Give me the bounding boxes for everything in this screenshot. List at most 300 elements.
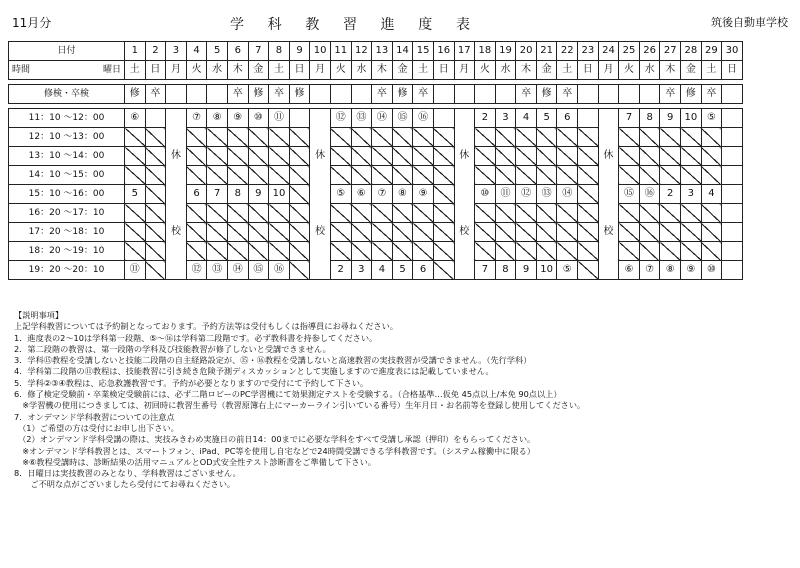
- slashed-cell: [536, 242, 557, 261]
- slashed-cell: [433, 166, 454, 185]
- holiday-mark: 休: [310, 147, 331, 166]
- check-mark: 卒: [660, 85, 681, 104]
- slashed-cell: [227, 147, 248, 166]
- holiday-cell: [166, 185, 187, 204]
- slashed-cell: [557, 242, 578, 261]
- lesson-number: 6: [413, 261, 434, 280]
- slashed-cell: [475, 147, 496, 166]
- lesson-number: 7: [475, 261, 496, 280]
- time-slot-row: [9, 109, 743, 128]
- lesson-number: ⑩: [701, 261, 722, 280]
- note-line: 1．進度表の2～10は学科第一段階、⑤～⑯は学科第二段階です。必ず教科書を持参してください。: [14, 332, 378, 343]
- lesson-number: [722, 128, 743, 147]
- day-number: 5: [207, 42, 228, 61]
- slashed-cell: [516, 166, 537, 185]
- weekday: 日: [289, 61, 310, 80]
- day-number: 28: [681, 42, 702, 61]
- check-mark: 卒: [413, 85, 434, 104]
- weekday: 月: [598, 61, 619, 80]
- slashed-cell: [578, 128, 599, 147]
- slashed-cell: [681, 223, 702, 242]
- time-weekday-label: [9, 61, 125, 80]
- time-slot-row: [9, 166, 743, 185]
- note-line: ※学習機の使用につきましては、初回時に教習生番号（教習原簿右上にマーカーライン引いている番号）生年月日・お名前等を登録し使用してください。: [14, 400, 586, 411]
- slashed-cell: [681, 242, 702, 261]
- slashed-cell: [660, 147, 681, 166]
- check-mark: 修: [248, 85, 269, 104]
- slashed-cell: [289, 185, 310, 204]
- day-number: 30: [722, 42, 743, 61]
- lesson-number: [722, 185, 743, 204]
- slashed-cell: [269, 204, 290, 223]
- holiday-cell: [454, 261, 475, 280]
- slashed-cell: [186, 147, 207, 166]
- lesson-number: [722, 223, 743, 242]
- lesson-number: [722, 204, 743, 223]
- slashed-cell: [392, 223, 413, 242]
- slashed-cell: [701, 166, 722, 185]
- lesson-number: ⑩: [475, 185, 496, 204]
- check-mark: 修: [289, 85, 310, 104]
- slashed-cell: [413, 128, 434, 147]
- check-mark: [619, 85, 640, 104]
- note-line: ※オンデマンド学科教習とは、スマートフォン、iPad、PC等を使用し自宅などで24時間受講できる学科教習です。（システム稼働中に限る）: [14, 445, 536, 456]
- holiday-mark: 校: [310, 223, 331, 242]
- slashed-cell: [681, 204, 702, 223]
- slashed-cell: [289, 147, 310, 166]
- weekday: 木: [227, 61, 248, 80]
- slashed-cell: [351, 166, 372, 185]
- check-mark: 卒: [372, 85, 393, 104]
- holiday-cell: [454, 166, 475, 185]
- holiday-cell: [166, 204, 187, 223]
- day-number: 13: [372, 42, 393, 61]
- slashed-cell: [372, 242, 393, 261]
- check-mark: 卒: [227, 85, 248, 104]
- lesson-number: ⑬: [207, 261, 228, 280]
- day-number: 24: [598, 42, 619, 61]
- slashed-cell: [269, 147, 290, 166]
- check-mark: [639, 85, 660, 104]
- time-slot: 18：20 ～19：10: [9, 242, 125, 261]
- lesson-number: 3: [351, 261, 372, 280]
- slashed-cell: [186, 242, 207, 261]
- lesson-number: ⑧: [392, 185, 413, 204]
- holiday-cell: [454, 128, 475, 147]
- slashed-cell: [475, 223, 496, 242]
- day-number: 17: [454, 42, 475, 61]
- day-number: 15: [413, 42, 434, 61]
- holiday-cell: [454, 242, 475, 261]
- slashed-cell: [227, 204, 248, 223]
- slashed-cell: [516, 223, 537, 242]
- check-label: 修検・卒検: [9, 85, 125, 104]
- lesson-number: 7: [207, 185, 228, 204]
- lesson-number: [145, 109, 166, 128]
- slashed-cell: [495, 128, 516, 147]
- slashed-cell: [207, 242, 228, 261]
- slashed-cell: [145, 223, 166, 242]
- slashed-cell: [433, 147, 454, 166]
- slashed-cell: [227, 242, 248, 261]
- slashed-cell: [433, 242, 454, 261]
- lesson-number: ⑫: [516, 185, 537, 204]
- holiday-mark: 休: [598, 147, 619, 166]
- slashed-cell: [578, 147, 599, 166]
- lesson-number: 4: [372, 261, 393, 280]
- slashed-cell: [125, 128, 146, 147]
- note-line: 4．学科第二段階の⑪教程は、技能教習に引き続き危険予測ディスカッションとして実施しますので進度表には記載していません。: [14, 366, 494, 377]
- slashed-cell: [681, 147, 702, 166]
- slashed-cell: [639, 147, 660, 166]
- date-label: 日付: [9, 42, 125, 61]
- weekday: 木: [516, 61, 537, 80]
- day-number: 27: [660, 42, 681, 61]
- day-number: 21: [536, 42, 557, 61]
- slashed-cell: [495, 147, 516, 166]
- weekday: 日: [433, 61, 454, 80]
- holiday-cell: [310, 242, 331, 261]
- day-number: 9: [289, 42, 310, 61]
- weekday: 水: [207, 61, 228, 80]
- weekday: 木: [372, 61, 393, 80]
- slashed-cell: [495, 242, 516, 261]
- lesson-number: 3: [495, 109, 516, 128]
- slashed-cell: [125, 223, 146, 242]
- lesson-number: 5: [125, 185, 146, 204]
- day-number: 6: [227, 42, 248, 61]
- lesson-number: ⑬: [536, 185, 557, 204]
- check-mark: 修: [125, 85, 146, 104]
- lesson-number: ⑧: [660, 261, 681, 280]
- weekday-header: 曜日: [102, 64, 121, 75]
- weekday: 金: [248, 61, 269, 80]
- lesson-number: 8: [639, 109, 660, 128]
- time-slot: 12：10 ～13：00: [9, 128, 125, 147]
- slashed-cell: [392, 204, 413, 223]
- slashed-cell: [330, 223, 351, 242]
- day-number: 11: [330, 42, 351, 61]
- slashed-cell: [248, 242, 269, 261]
- holiday-cell: [310, 128, 331, 147]
- slashed-cell: [145, 166, 166, 185]
- title-char: 学: [230, 17, 244, 33]
- day-number: 12: [351, 42, 372, 61]
- slashed-cell: [145, 242, 166, 261]
- slashed-cell: [578, 242, 599, 261]
- slashed-cell: [372, 204, 393, 223]
- check-mark: 修: [681, 85, 702, 104]
- weekday: 月: [310, 61, 331, 80]
- slashed-cell: [681, 128, 702, 147]
- slashed-cell: [392, 166, 413, 185]
- check-mark: [186, 85, 207, 104]
- page-header: [0, 14, 800, 32]
- day-number: 26: [639, 42, 660, 61]
- check-row: [9, 85, 743, 104]
- slashed-cell: [351, 242, 372, 261]
- day-number: 8: [269, 42, 290, 61]
- lesson-number: ⑨: [227, 109, 248, 128]
- holiday-cell: [454, 204, 475, 223]
- time-slot-row: [9, 147, 743, 166]
- check-mark: [351, 85, 372, 104]
- lesson-number: [289, 109, 310, 128]
- lesson-number: 2: [475, 109, 496, 128]
- lesson-number: ⑦: [186, 109, 207, 128]
- holiday-cell: [310, 166, 331, 185]
- lesson-number: ⑬: [351, 109, 372, 128]
- slashed-cell: [289, 261, 310, 280]
- lesson-number: 8: [227, 185, 248, 204]
- lesson-number: ⑮: [619, 185, 640, 204]
- weekday: 金: [536, 61, 557, 80]
- slashed-cell: [557, 166, 578, 185]
- lesson-number: ⑭: [227, 261, 248, 280]
- day-number: 3: [166, 42, 187, 61]
- day-number: 4: [186, 42, 207, 61]
- slashed-cell: [186, 128, 207, 147]
- slashed-cell: [372, 166, 393, 185]
- slashed-cell: [475, 166, 496, 185]
- lesson-number: 10: [536, 261, 557, 280]
- lesson-number: 4: [701, 185, 722, 204]
- lesson-number: ⑥: [619, 261, 640, 280]
- slashed-cell: [433, 128, 454, 147]
- lesson-number: ⑪: [495, 185, 516, 204]
- check-mark: [330, 85, 351, 104]
- title-char: 習: [342, 17, 357, 33]
- title-char: 科: [267, 17, 282, 33]
- lesson-number: [433, 109, 454, 128]
- slashed-cell: [248, 166, 269, 185]
- schedule-table: [8, 41, 743, 280]
- slashed-cell: [269, 223, 290, 242]
- slashed-cell: [536, 166, 557, 185]
- day-number: 18: [475, 42, 496, 61]
- slashed-cell: [207, 223, 228, 242]
- check-mark: [433, 85, 454, 104]
- holiday-cell: [598, 204, 619, 223]
- weekday: 土: [701, 61, 722, 80]
- slashed-cell: [660, 223, 681, 242]
- time-slot-row: [9, 185, 743, 204]
- slashed-cell: [619, 166, 640, 185]
- holiday-mark: 休: [166, 147, 187, 166]
- lesson-number: ⑯: [639, 185, 660, 204]
- slashed-cell: [619, 242, 640, 261]
- slashed-cell: [660, 128, 681, 147]
- month-label: 11月分: [12, 16, 52, 30]
- slashed-cell: [351, 204, 372, 223]
- explanation-notes: [14, 310, 794, 491]
- slashed-cell: [372, 223, 393, 242]
- check-mark: [454, 85, 475, 104]
- slashed-cell: [351, 128, 372, 147]
- lesson-number: 3: [681, 185, 702, 204]
- slashed-cell: [289, 128, 310, 147]
- holiday-cell: [598, 261, 619, 280]
- holiday-mark: 校: [454, 223, 475, 242]
- lesson-number: 9: [248, 185, 269, 204]
- slashed-cell: [330, 204, 351, 223]
- slashed-cell: [330, 147, 351, 166]
- slashed-cell: [413, 242, 434, 261]
- time-slot-row: [9, 128, 743, 147]
- time-slot-row: [9, 261, 743, 280]
- school-name: 筑後自動車学校: [711, 16, 788, 29]
- slashed-cell: [186, 223, 207, 242]
- slashed-cell: [536, 204, 557, 223]
- holiday-cell: [310, 185, 331, 204]
- title-char: 表: [455, 17, 470, 33]
- holiday-cell: [166, 261, 187, 280]
- slashed-cell: [227, 166, 248, 185]
- lesson-number: [722, 147, 743, 166]
- time-slot: 16：20 ～17：10: [9, 204, 125, 223]
- day-number: 23: [578, 42, 599, 61]
- weekday: 土: [557, 61, 578, 80]
- slashed-cell: [578, 223, 599, 242]
- lesson-number: ⑤: [701, 109, 722, 128]
- slashed-cell: [372, 147, 393, 166]
- slashed-cell: [619, 147, 640, 166]
- slashed-cell: [145, 147, 166, 166]
- check-mark: 卒: [269, 85, 290, 104]
- check-mark: [578, 85, 599, 104]
- lesson-number: 8: [495, 261, 516, 280]
- note-line: （1）ご希望の方は受付にお申し出下さい。: [14, 422, 179, 433]
- slashed-cell: [392, 147, 413, 166]
- slashed-cell: [475, 204, 496, 223]
- slashed-cell: [269, 242, 290, 261]
- slashed-cell: [392, 128, 413, 147]
- time-header: 時間: [12, 64, 31, 75]
- check-mark: 卒: [145, 85, 166, 104]
- note-line: 【説明事項】: [14, 310, 64, 320]
- slashed-cell: [639, 242, 660, 261]
- day-number: 29: [701, 42, 722, 61]
- weekday: 金: [392, 61, 413, 80]
- slashed-cell: [207, 128, 228, 147]
- holiday-cell: [166, 128, 187, 147]
- lesson-number: [722, 109, 743, 128]
- weekday: 日: [578, 61, 599, 80]
- holiday-cell: [454, 185, 475, 204]
- check-mark: [310, 85, 331, 104]
- slashed-cell: [516, 204, 537, 223]
- holiday-cell: [598, 242, 619, 261]
- note-line: （2）オンデマンド学科受講の際は、実技みきわめ実施日の前日14：00までに必要な学科をすべて受講し承認（押印）をもらってください。: [14, 434, 536, 445]
- slashed-cell: [701, 147, 722, 166]
- lesson-number: ⑯: [269, 261, 290, 280]
- time-slot: 17：20 ～18：10: [9, 223, 125, 242]
- holiday-cell: [166, 242, 187, 261]
- slashed-cell: [330, 166, 351, 185]
- lesson-number: ⑪: [125, 261, 146, 280]
- weekday: 水: [351, 61, 372, 80]
- day-number: 22: [557, 42, 578, 61]
- weekday: 水: [639, 61, 660, 80]
- check-mark: [207, 85, 228, 104]
- holiday-cell: [310, 261, 331, 280]
- slashed-cell: [207, 147, 228, 166]
- day-number: 20: [516, 42, 537, 61]
- slashed-cell: [639, 128, 660, 147]
- title-char: 進: [380, 17, 395, 33]
- slashed-cell: [495, 166, 516, 185]
- slashed-cell: [186, 166, 207, 185]
- slashed-cell: [557, 147, 578, 166]
- lesson-number: 9: [516, 261, 537, 280]
- slashed-cell: [557, 223, 578, 242]
- slashed-cell: [413, 147, 434, 166]
- holiday-cell: [166, 109, 187, 128]
- lesson-number: 2: [330, 261, 351, 280]
- slashed-cell: [351, 147, 372, 166]
- check-mark: [722, 85, 743, 104]
- slashed-cell: [557, 204, 578, 223]
- holiday-mark: 校: [598, 223, 619, 242]
- lesson-number: 4: [516, 109, 537, 128]
- slashed-cell: [372, 128, 393, 147]
- holiday-cell: [598, 185, 619, 204]
- slashed-cell: [701, 128, 722, 147]
- check-mark: [475, 85, 496, 104]
- holiday-cell: [454, 109, 475, 128]
- slashed-cell: [701, 204, 722, 223]
- time-slot: 19：20 ～20：10: [9, 261, 125, 280]
- lesson-number: 6: [186, 185, 207, 204]
- slashed-cell: [701, 223, 722, 242]
- slashed-cell: [536, 147, 557, 166]
- slashed-cell: [289, 166, 310, 185]
- slashed-cell: [145, 204, 166, 223]
- slashed-cell: [619, 223, 640, 242]
- slashed-cell: [125, 242, 146, 261]
- slashed-cell: [289, 204, 310, 223]
- holiday-mark: 校: [166, 223, 187, 242]
- note-line: 3．学科⑮教程を受講しないと技能二段階の自主経路設定が、⑮・⑯教程を受講しないと高速教習の実技教習が受講できません。（先行学科）: [14, 355, 532, 366]
- weekday: 火: [186, 61, 207, 80]
- slashed-cell: [145, 261, 166, 280]
- check-mark: 卒: [516, 85, 537, 104]
- slashed-cell: [495, 204, 516, 223]
- slashed-cell: [619, 204, 640, 223]
- slashed-cell: [351, 223, 372, 242]
- slashed-cell: [413, 166, 434, 185]
- lesson-number: ⑨: [413, 185, 434, 204]
- slashed-cell: [330, 128, 351, 147]
- slashed-cell: [619, 128, 640, 147]
- lesson-number: ⑥: [125, 109, 146, 128]
- slashed-cell: [475, 128, 496, 147]
- holiday-cell: [598, 166, 619, 185]
- lesson-number: ⑧: [207, 109, 228, 128]
- check-mark: [598, 85, 619, 104]
- note-line: 5．学科②③④教程は、応急救護教習です。予約が必要となりますので受付にて予約して下さい。: [14, 377, 369, 388]
- lesson-number: ⑦: [639, 261, 660, 280]
- slashed-cell: [639, 204, 660, 223]
- lesson-number: ⑮: [248, 261, 269, 280]
- slashed-cell: [186, 204, 207, 223]
- note-line: 上記学科教習については予約制となっております。予約方法等は受付もしくは指導員にお尋ねください。: [14, 321, 398, 332]
- slashed-cell: [578, 261, 599, 280]
- day-number: 10: [310, 42, 331, 61]
- check-mark: 卒: [701, 85, 722, 104]
- check-mark: 修: [536, 85, 557, 104]
- lesson-number: [722, 261, 743, 280]
